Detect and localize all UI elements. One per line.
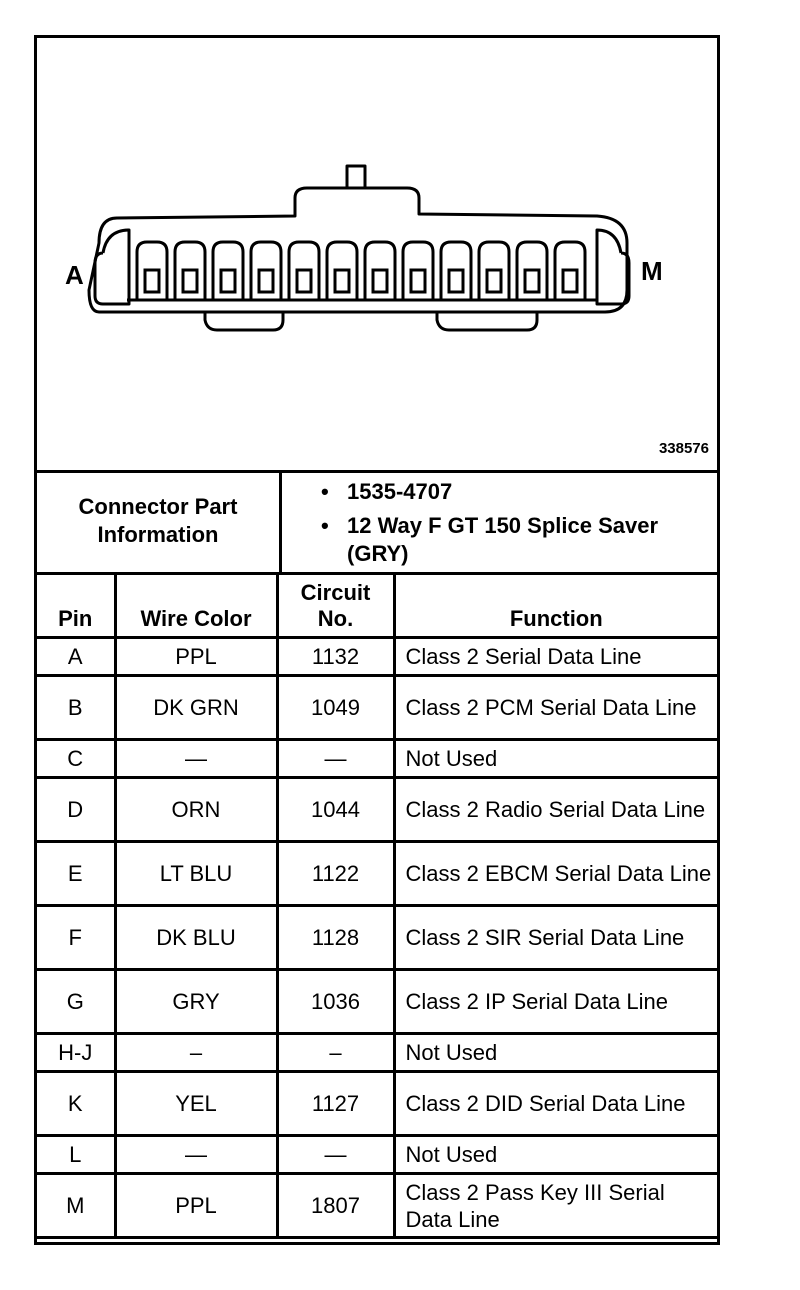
- cell-circuit: 1127: [277, 1072, 394, 1136]
- cell-function: Class 2 Radio Serial Data Line: [394, 778, 717, 842]
- pin-table-body: [37, 638, 717, 1238]
- table-row: [37, 638, 717, 676]
- cell-circuit: 1044: [277, 778, 394, 842]
- connector-diagram: [37, 38, 717, 473]
- cell-circuit: 1132: [277, 638, 394, 676]
- pin-end-label-a: A: [65, 260, 84, 290]
- cell-pin: G: [37, 970, 115, 1034]
- cell-function: Class 2 DID Serial Data Line: [394, 1072, 717, 1136]
- header-circuit: [277, 572, 394, 638]
- table-row: [37, 778, 717, 842]
- connector-terminal: [487, 270, 501, 292]
- cell-pin: M: [37, 1174, 115, 1238]
- header-circuit-line1: Circuit: [300, 580, 371, 605]
- cell-function: Class 2 EBCM Serial Data Line: [394, 842, 717, 906]
- table-row: [37, 906, 717, 970]
- cell-circuit: 1036: [277, 970, 394, 1034]
- cell-circuit: –: [277, 1034, 394, 1072]
- connector-terminal: [525, 270, 539, 292]
- cell-pin: E: [37, 842, 115, 906]
- cell-wire-color: —: [115, 740, 277, 778]
- connector-part-info-label: [37, 470, 282, 572]
- cell-wire-color: YEL: [115, 1072, 277, 1136]
- connector-terminal: [297, 270, 311, 292]
- cell-wire-color: PPL: [115, 1174, 277, 1238]
- cell-wire-color: DK BLU: [115, 906, 277, 970]
- table-row: [37, 1034, 717, 1072]
- connector-part-info: [37, 470, 717, 575]
- table-row: [37, 1174, 717, 1238]
- figure-id: 338576: [658, 440, 709, 457]
- header-pin: Pin: [37, 572, 115, 638]
- info-label-line2: Information: [97, 522, 219, 547]
- connector-terminal: [411, 270, 425, 292]
- cell-function: Class 2 IP Serial Data Line: [394, 970, 717, 1034]
- info-label-line1: Connector Part: [78, 494, 238, 519]
- cell-function: Class 2 Pass Key III Serial Data Line: [394, 1174, 717, 1238]
- header-wire-color: Wire Color: [115, 572, 277, 638]
- connector-terminal: [335, 270, 349, 292]
- cell-wire-color: DK GRN: [115, 676, 277, 740]
- connector-end-clip-right: [597, 230, 629, 304]
- table-row: [37, 1072, 717, 1136]
- cell-wire-color: —: [115, 1136, 277, 1174]
- table-row: [37, 676, 717, 740]
- connector-terminal: [563, 270, 577, 292]
- table-row: [37, 740, 717, 778]
- cell-circuit: —: [277, 740, 394, 778]
- cell-function: Not Used: [394, 1034, 717, 1072]
- connector-terminal: [449, 270, 463, 292]
- cell-wire-color: PPL: [115, 638, 277, 676]
- cell-wire-color: LT BLU: [115, 842, 277, 906]
- connector-bottom-lug-left: [205, 312, 283, 330]
- connector-terminal: [259, 270, 273, 292]
- connector-sheet: [34, 35, 720, 1245]
- table-row: [37, 842, 717, 906]
- cell-pin: H-J: [37, 1034, 115, 1072]
- connector-description: • 12 Way F GT 150 Splice Saver (GRY): [321, 512, 711, 568]
- connector-part-info-list: [321, 478, 711, 574]
- header-function: Function: [394, 572, 717, 638]
- pin-end-label-m: M: [641, 256, 663, 286]
- cell-circuit: 1122: [277, 842, 394, 906]
- part-number: • 1535-4707: [321, 478, 711, 506]
- cell-pin: K: [37, 1072, 115, 1136]
- table-row: [37, 1136, 717, 1174]
- connector-terminal: [221, 270, 235, 292]
- cell-circuit: 1807: [277, 1174, 394, 1238]
- connector-terminal: [373, 270, 387, 292]
- cell-function: Class 2 SIR Serial Data Line: [394, 906, 717, 970]
- cell-wire-color: GRY: [115, 970, 277, 1034]
- cell-pin: L: [37, 1136, 115, 1174]
- cell-function: Class 2 PCM Serial Data Line: [394, 676, 717, 740]
- cell-wire-color: –: [115, 1034, 277, 1072]
- cell-circuit: 1049: [277, 676, 394, 740]
- cell-circuit: 1128: [277, 906, 394, 970]
- connector-drawing: [37, 38, 717, 470]
- pin-table: [37, 572, 717, 1239]
- pin-table-header: [37, 572, 717, 638]
- connector-terminal: [145, 270, 159, 292]
- cell-function: Not Used: [394, 740, 717, 778]
- cell-pin: C: [37, 740, 115, 778]
- connector-terminal: [183, 270, 197, 292]
- connector-bottom-lug-right: [437, 312, 537, 330]
- cell-pin: A: [37, 638, 115, 676]
- cell-function: Not Used: [394, 1136, 717, 1174]
- table-row: [37, 970, 717, 1034]
- cell-pin: F: [37, 906, 115, 970]
- connector-latch: [347, 166, 365, 188]
- cell-pin: D: [37, 778, 115, 842]
- cell-pin: B: [37, 676, 115, 740]
- header-circuit-line2: No.: [317, 606, 354, 631]
- cell-circuit: —: [277, 1136, 394, 1174]
- cell-function: Class 2 Serial Data Line: [394, 638, 717, 676]
- cell-wire-color: ORN: [115, 778, 277, 842]
